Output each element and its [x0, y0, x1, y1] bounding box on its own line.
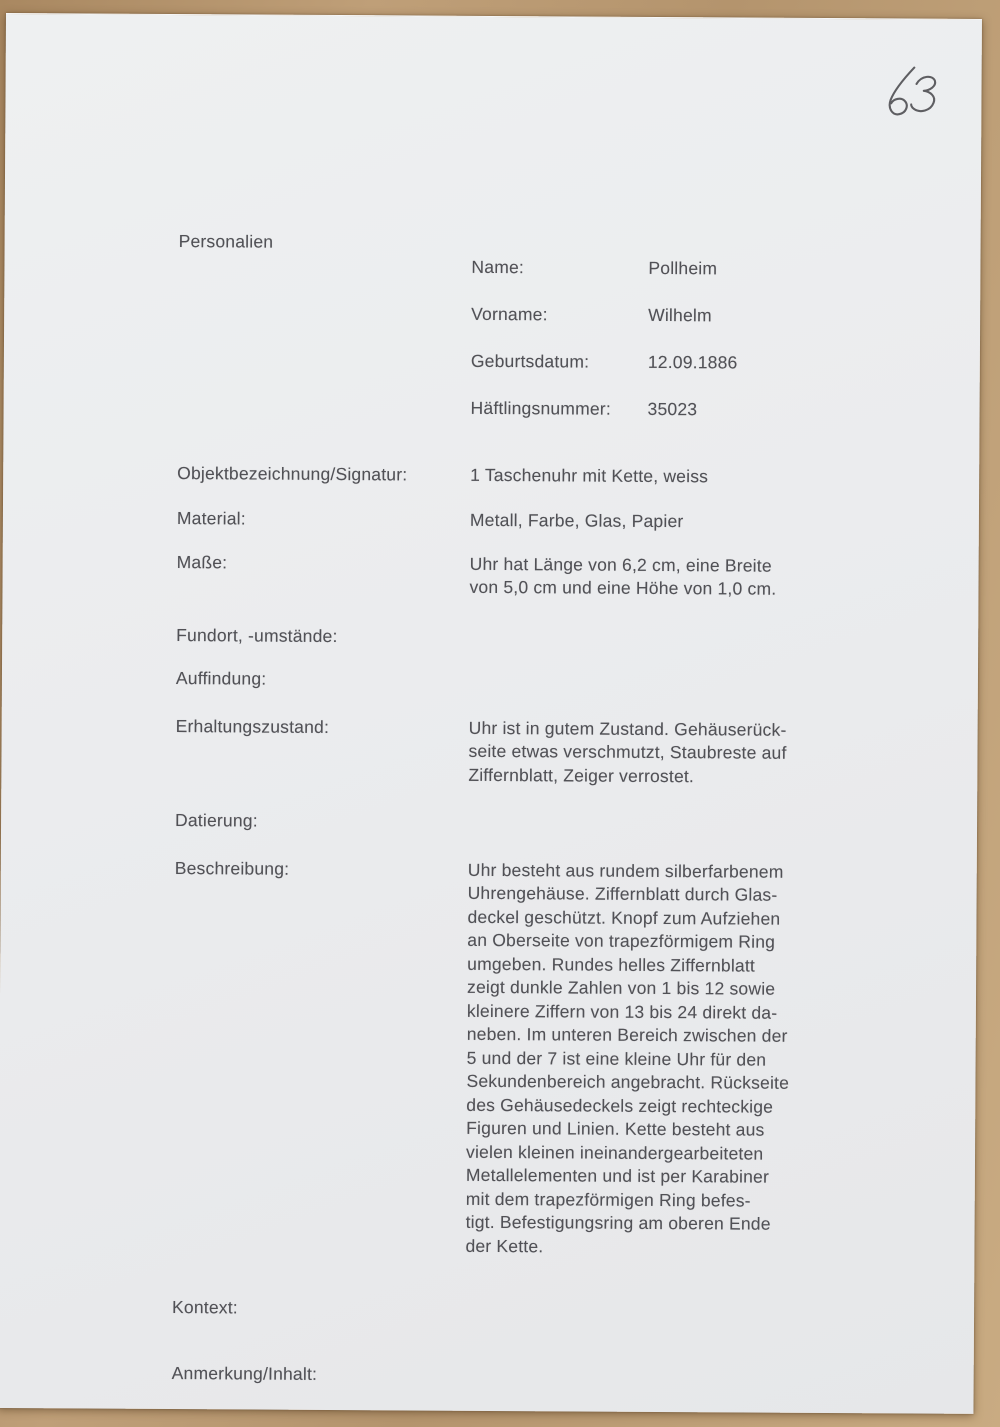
document-sheet — [0, 13, 982, 1414]
section-anmerkung — [172, 1362, 912, 1390]
field-name-value: Pollheim — [648, 257, 718, 278]
section-personalien — [177, 230, 918, 446]
personalien-fields — [470, 232, 871, 446]
material-value: Metall, Farbe, Glas, Papier — [469, 509, 684, 532]
section-erhaltungszustand — [175, 715, 915, 790]
field-vorname-label: Vorname: — [471, 303, 548, 324]
section-auffindung — [176, 667, 916, 695]
field-geburtsdatum-label: Geburtsdatum: — [470, 350, 590, 372]
field-vorname-value: Wilhelm — [648, 304, 712, 325]
auffindung-value — [469, 669, 869, 671]
kontext-label: Kontext: — [172, 1297, 238, 1318]
section-beschreibung — [172, 857, 914, 1261]
beschreibung-label: Beschreibung: — [174, 857, 290, 879]
datierung-label: Datierung: — [175, 810, 258, 831]
erhaltungszustand-label: Erhaltungszustand: — [175, 715, 330, 737]
personalien-label: Personalien — [178, 231, 274, 252]
section-fundort — [176, 624, 916, 652]
field-haeftlingsnummer — [471, 396, 871, 422]
field-geburtsdatum-value: 12.09.1886 — [647, 351, 738, 372]
section-masse — [176, 551, 916, 603]
anmerkung-label: Anmerkung/Inhalt: — [171, 1362, 318, 1384]
anmerkung-value — [465, 1363, 865, 1365]
form-content — [172, 230, 919, 1389]
field-geburtsdatum — [471, 349, 871, 375]
handwritten-63-strokes — [873, 55, 951, 129]
fundort-value — [469, 625, 869, 627]
field-haeftlingsnummer-label: Häftlingsnummer: — [470, 397, 612, 419]
fundort-label: Fundort, -umstände: — [176, 624, 338, 646]
field-haeftlingsnummer-value: 35023 — [647, 398, 698, 419]
field-vorname — [471, 302, 871, 328]
handwritten-page-number — [873, 55, 951, 129]
section-objektbezeichnung — [177, 462, 917, 490]
section-datierung — [175, 809, 915, 837]
section-material — [177, 507, 917, 535]
beschreibung-value: Uhr besteht aus rundem silberfarbenem Uhrengehäuse. Ziffernblatt durch Glas- deckel geschützt. Knopf zum Aufziehen an Oberseite von trapezförmigem Ring umgeben. Rundes helles Ziffernblatt zeigt dunkle Zahlen von 1 bis 12 sowie kleinere Ziffern von 13 bis 24 direkt da- neben. Im unteren Bereich zwischen der 5 und der 7 ist eine kleine Uhr für den Sekundenbereich angebracht. Rückseite des Gehäusedeckels zeigt rechteckige Figuren und Linien. Kette besteht aus vielen kleinen ineinandergearbeiteten Metallelementen und ist per Karabiner mit dem trapezförmigen Ring befes- tigt. Befestigungsring am oberen Ende der Kette. — [465, 859, 790, 1256]
masse-label: Maße: — [176, 551, 228, 572]
field-name-label: Name: — [471, 256, 525, 277]
datierung-value — [468, 811, 868, 813]
kontext-value — [465, 1298, 865, 1300]
material-label: Material: — [176, 508, 246, 529]
section-kontext — [172, 1296, 912, 1324]
objektbezeichnung-value: 1 Taschenuhr mit Kette, weiss — [470, 464, 709, 486]
field-name — [471, 255, 871, 281]
objektbezeichnung-label: Objektbezeichnung/Signatur: — [177, 462, 408, 484]
erhaltungszustand-value: Uhr ist in gutem Zustand. Gehäuserück- seite etwas verschmutzt, Staubreste auf Ziffernblatt, Zeiger verrostet. — [468, 717, 787, 786]
masse-value: Uhr hat Länge von 6,2 cm, eine Breite von 5,0 cm und eine Höhe von 1,0 cm. — [469, 553, 777, 599]
auffindung-label: Auffindung: — [175, 668, 267, 689]
